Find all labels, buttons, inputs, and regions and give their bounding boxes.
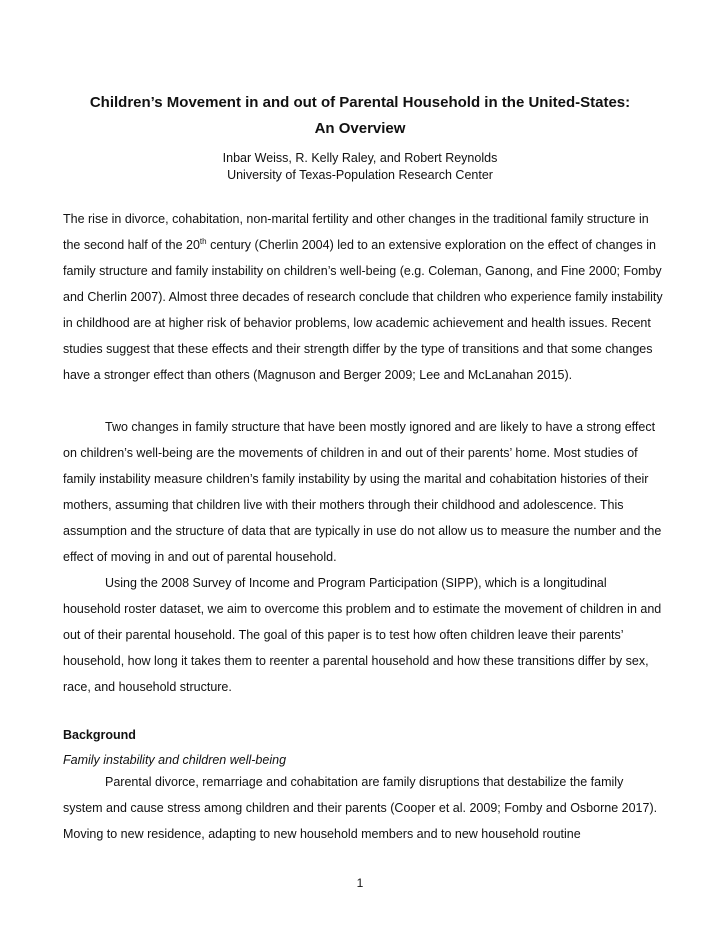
author-list: Inbar Weiss, R. Kelly Raley, and Robert Reynolds [222, 151, 498, 165]
paper-title-line-2: An Overview [314, 120, 406, 137]
page-number: 1 [356, 876, 364, 890]
section-heading-background: Background [63, 728, 136, 742]
paper-title-line-1: Children’s Movement in and out of Parental Household in the United-States: [89, 94, 631, 111]
ordinal-superscript: th [199, 236, 207, 246]
background-paragraph-1: Parental divorce, remarriage and cohabitation are family disruptions that destabilize the family system and cause stress among children and their parents (Cooper et al. 2009; Fomby and Osborne 2017). Moving to new residence, adapting to new household members and to new household routine [63, 775, 658, 841]
intro-paragraph-1-part-2: century (Cherlin 2004) led to an extensive exploration on the effect of changes in family structure and family instability on children’s well-being (e.g. Coleman, Ganong, and Fine 2000; Fomby and Cherlin 2007). Almost three decades of research conclude that children who experience family instability in childhood are at higher risk of behavior problems, low academic achievement and health issues. Recent studies suggest that these effects and their strength differ by the type of transitions and that some changes have a stronger effect than others (Magnuson and Berger 2009; Lee and McLanahan 2015). [63, 238, 663, 382]
intro-paragraph-1-part-1: The rise in divorce, cohabitation, non-marital fertility and other changes in the traditional family structure in the second half of the 20 [63, 212, 649, 252]
affiliation: University of Texas-Population Research Center [227, 168, 493, 182]
intro-paragraph-1 [63, 206, 663, 388]
intro-paragraph-3: Using the 2008 Survey of Income and Program Participation (SIPP), which is a longitudinal household roster dataset, we aim to overcome this problem and to estimate the movement of children in and out of their parental household. The goal of this paper is to test how often children leave their parents’ household, how long it takes them to reenter a parental household and how these transitions differ by sex, race, and household structure. [63, 576, 662, 694]
subsection-heading: Family instability and children well-being [63, 753, 287, 767]
intro-paragraph-2: Two changes in family structure that have been mostly ignored and are likely to have a strong effect on children’s well-being are the movements of children in and out of their parents’ home. Most studies of family instability measure children’s family instability by using the marital and cohabitation histories of their mothers, assuming that children live with their mothers through their childhood and adolescence. This assumption and the structure of data that are typically in use do not allow us to measure the number and the effect of moving in and out of parental household. [63, 420, 662, 564]
